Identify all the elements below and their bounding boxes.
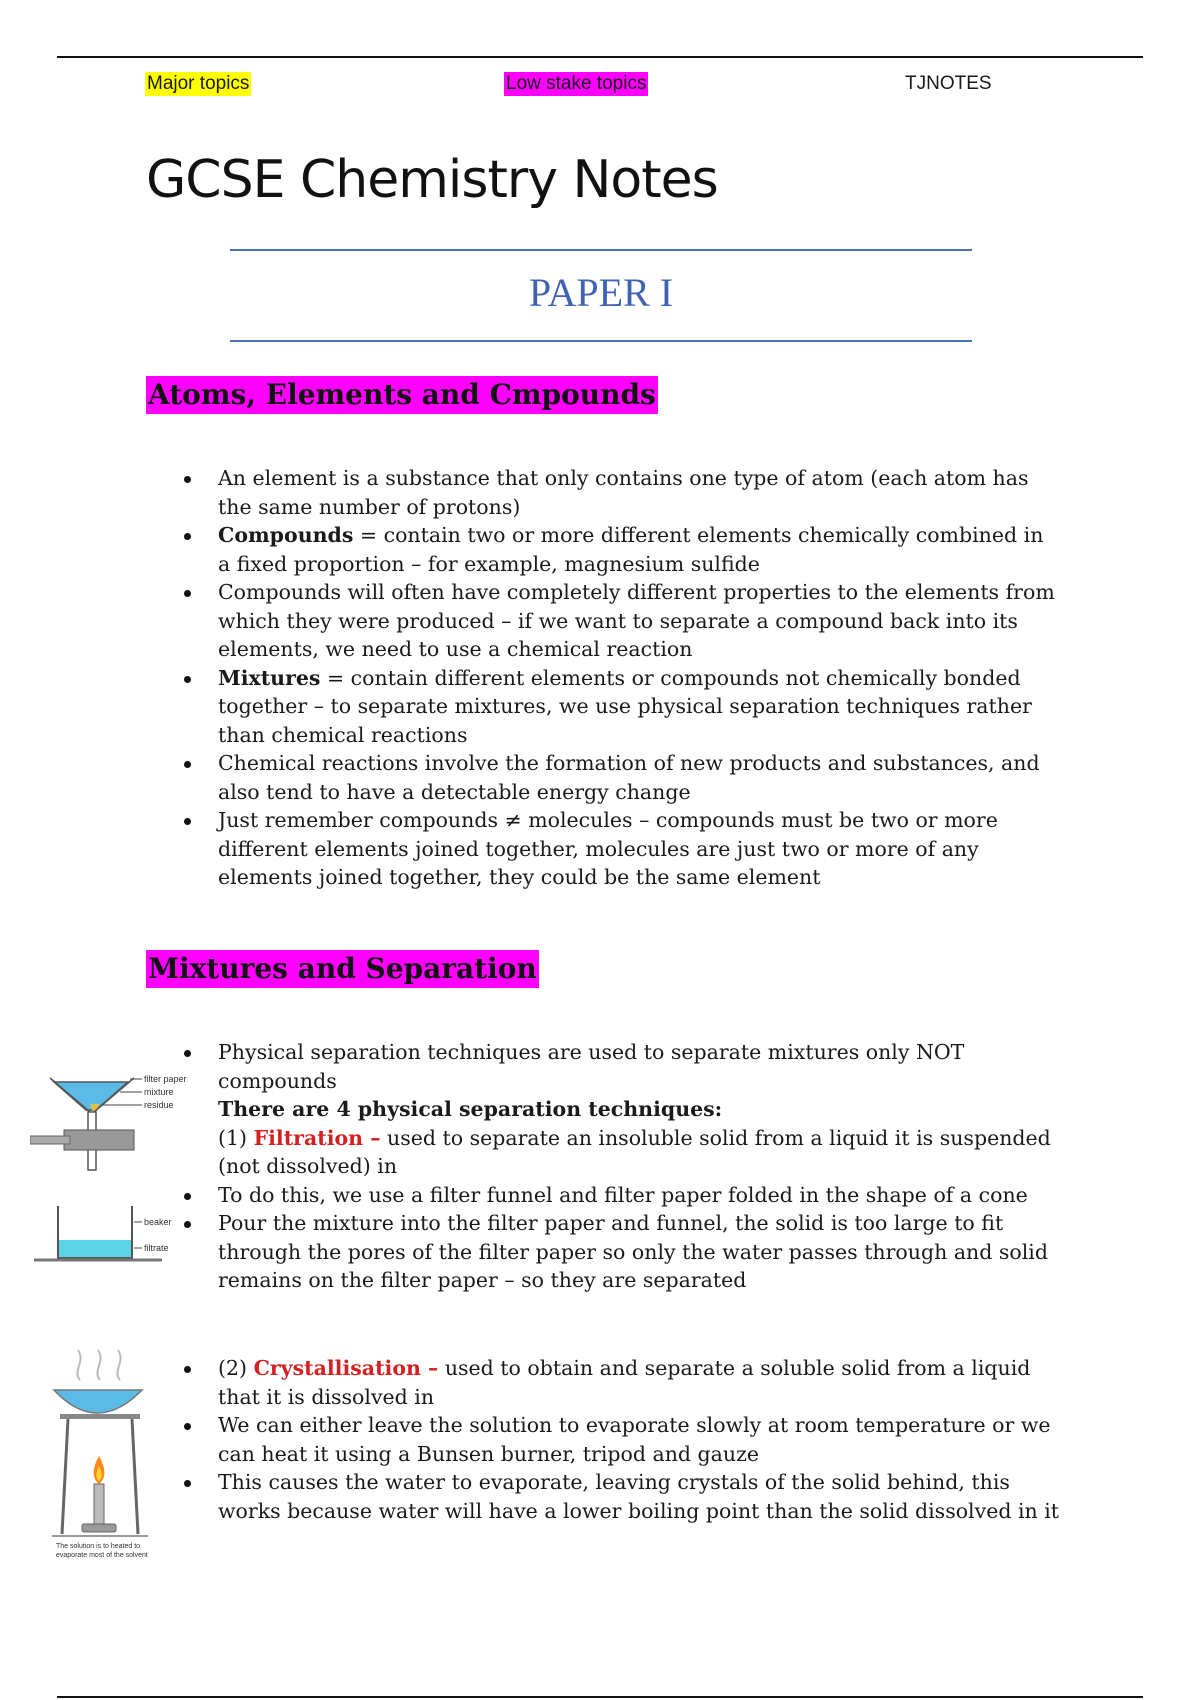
label-filtrate: filtrate (144, 1243, 169, 1253)
page-title: GCSE Chemistry Notes (146, 150, 718, 210)
evaporation-caption-1: The solution is to heated to (56, 1543, 141, 1550)
list-item: (2) Crystallisation – used to obtain and separate a soluble solid from a liquid that it is dissolved in (180, 1354, 1060, 1411)
mixtures-bullet-list (180, 1038, 1060, 1295)
evaporating-dish (54, 1390, 142, 1413)
evaporation-diagram (52, 1340, 182, 1560)
list-item: Just remember compounds ≠ molecules – compounds must be two or more different elements joined together, molecules are just two or more of any elements joined together, they could be the same element (180, 806, 1060, 892)
list-item: Chemical reactions involve the formation of new products and substances, and also tend to have a detectable energy change (180, 749, 1060, 806)
list-item: Compounds will often have completely different properties to the elements from which they were produced – if we want to separate a compound back into its elements, we need to use a chemical reaction (180, 578, 1060, 664)
legend-major-topics: Major topics (147, 73, 250, 94)
brand-label: TJNOTES (905, 73, 992, 94)
evaporation-caption-2: evaporate most of the solvent (56, 1552, 148, 1559)
list-subheading: There are 4 physical separation techniques: (218, 1097, 723, 1121)
clamp (64, 1130, 134, 1150)
list-item: An element is a substance that only contains one type of atom (each atom has the same number of protons) (180, 464, 1060, 521)
legend-low-stake-topics: Low stake topics (506, 73, 647, 94)
section-heading-mixtures: Mixtures and Separation (146, 950, 539, 988)
label-filter-paper: filter paper (144, 1074, 187, 1084)
top-rule (57, 56, 1143, 58)
label-residue: residue (144, 1100, 174, 1110)
list-item: Physical separation techniques are used to separate mixtures only NOT compounds (180, 1038, 1060, 1095)
steam-icon (117, 1350, 120, 1380)
label-mixture: mixture (144, 1087, 174, 1097)
crystallisation-bullet-list (180, 1354, 1060, 1525)
gauze (60, 1414, 140, 1419)
list-item: Pour the mixture into the filter paper and funnel, the solid is too large to fit through the pores of the filter paper so only the water passes through and solid remains on the filter paper – so they are separated (180, 1209, 1060, 1295)
steam-icon (97, 1350, 100, 1380)
list-item: This causes the water to evaporate, leaving crystals of the solid behind, this works because water will have a lower boiling point than the solid dissolved in it (180, 1468, 1060, 1525)
steam-icon (77, 1350, 80, 1380)
atoms-bullet-list (180, 464, 1060, 892)
filtrate (59, 1240, 131, 1257)
bottom-rule (57, 1696, 1143, 1698)
paper-heading: PAPER I (528, 270, 674, 315)
tripod-leg (62, 1419, 68, 1534)
paper-rule-top (230, 249, 972, 251)
section-heading-atoms: Atoms, Elements and Cmpounds (146, 376, 658, 414)
filtration-intro: (1) Filtration – used to separate an insoluble solid from a liquid it is suspended (not dissolved) in (218, 1125, 1051, 1178)
list-item: To do this, we use a filter funnel and filter paper folded in the shape of a cone (180, 1181, 1060, 1210)
stand-arm (30, 1136, 70, 1144)
list-item: We can either leave the solution to evaporate slowly at room temperature or we can heat it using a Bunsen burner, tripod and gauze (180, 1411, 1060, 1468)
list-item: Mixtures = contain different elements or compounds not chemically bonded together – to separate mixtures, we use physical separation techniques rather than chemical reactions (180, 664, 1060, 750)
list-item: Compounds = contain two or more different elements chemically combined in a fixed proportion – for example, magnesium sulfide (180, 521, 1060, 578)
filtration-diagram (30, 1058, 200, 1268)
bunsen-burner (94, 1484, 104, 1524)
label-beaker: beaker (144, 1217, 172, 1227)
paper-rule-bottom (230, 340, 972, 342)
tripod-leg (132, 1419, 138, 1534)
